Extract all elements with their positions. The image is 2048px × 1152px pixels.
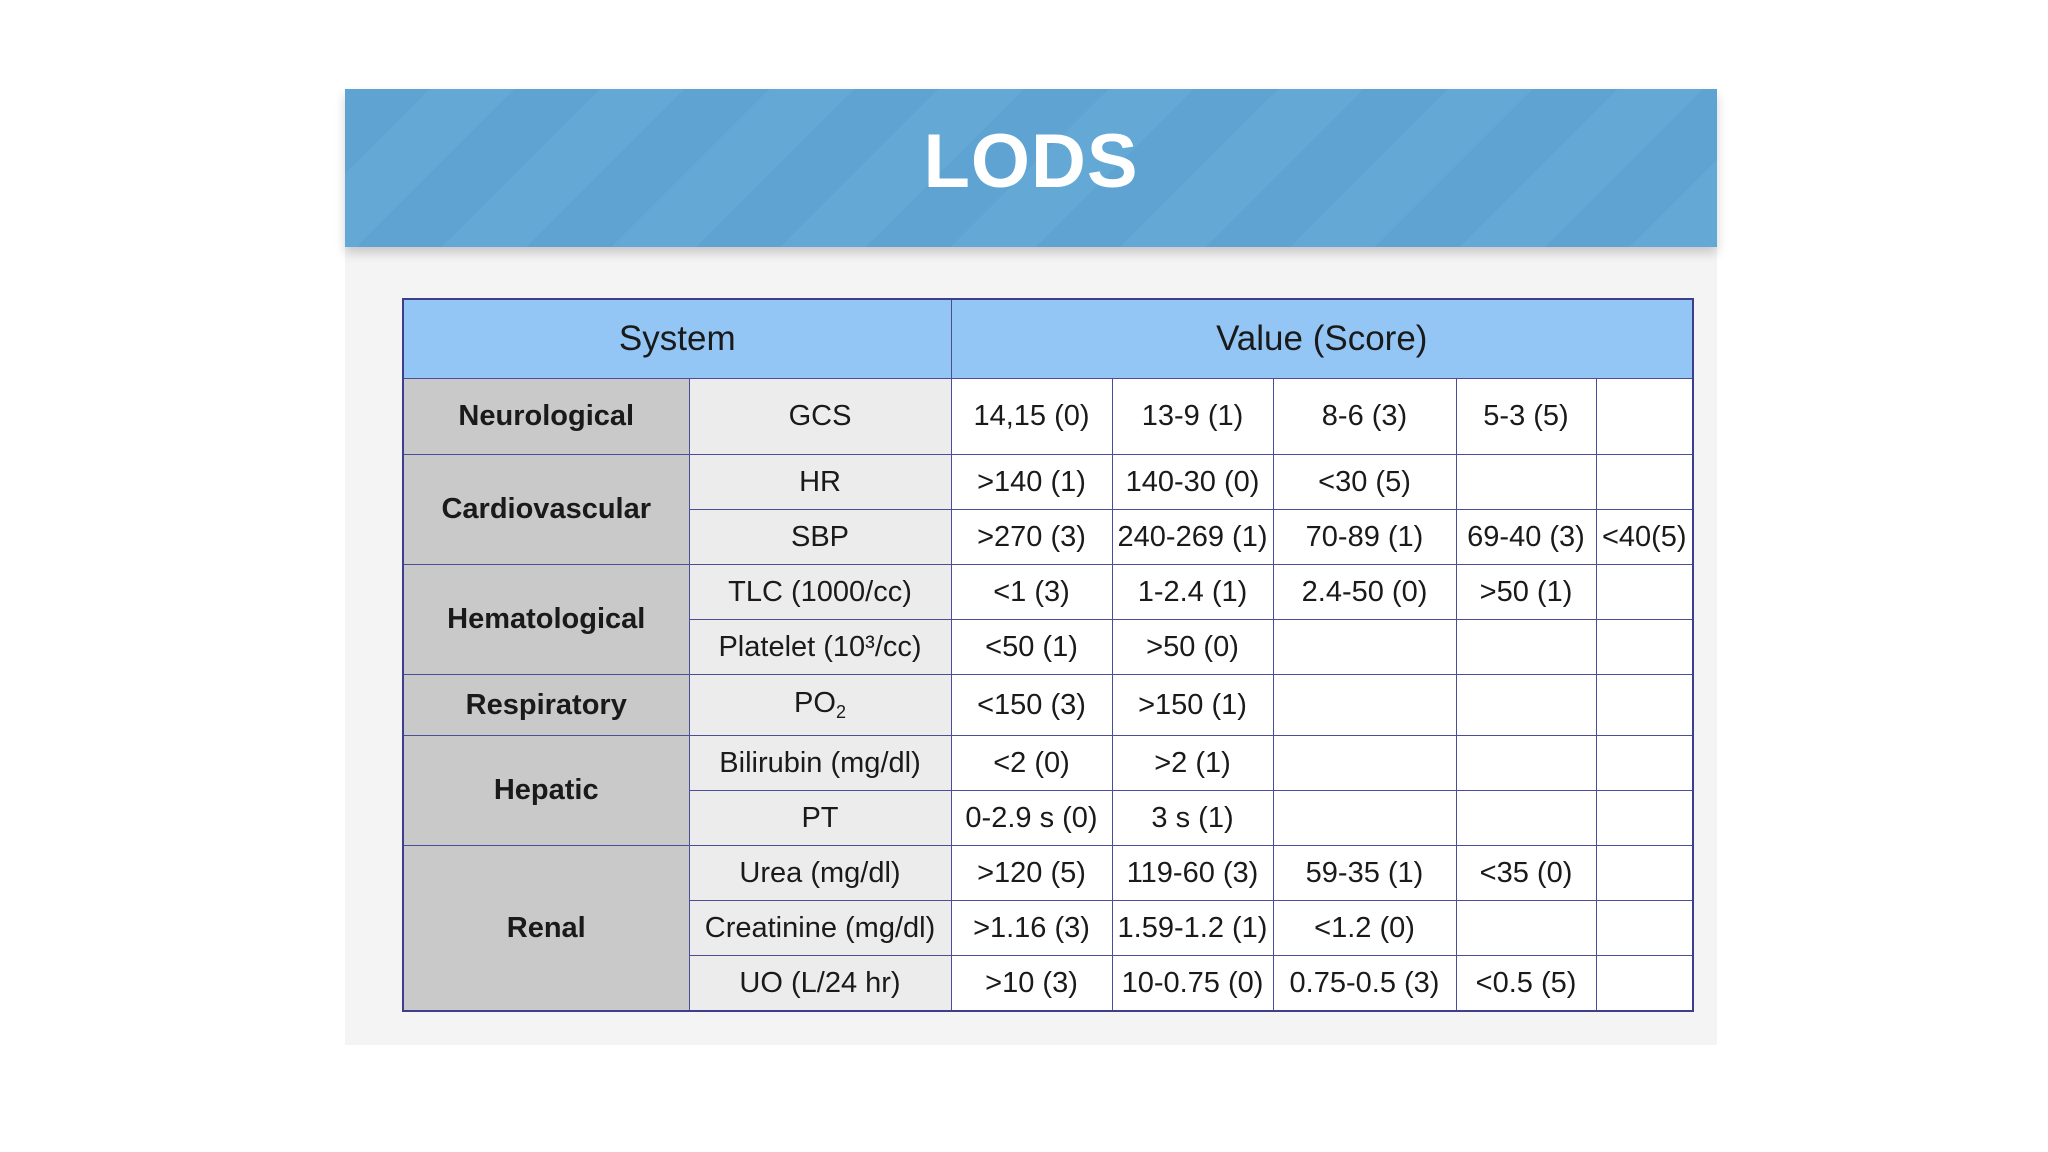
system-renal: Renal bbox=[403, 846, 689, 1012]
system-neurological: Neurological bbox=[403, 379, 689, 455]
value-cell: >2 (1) bbox=[1112, 736, 1273, 791]
value-cell: 1-2.4 (1) bbox=[1112, 565, 1273, 620]
value-cell: >50 (0) bbox=[1112, 620, 1273, 675]
value-cell bbox=[1456, 736, 1596, 791]
value-cell bbox=[1273, 620, 1456, 675]
value-cell: <1 (3) bbox=[951, 565, 1112, 620]
value-cell: >120 (5) bbox=[951, 846, 1112, 901]
param-urea: Urea (mg/dl) bbox=[689, 846, 951, 901]
system-hematological: Hematological bbox=[403, 565, 689, 675]
value-cell: 2.4-50 (0) bbox=[1273, 565, 1456, 620]
value-cell: 3 s (1) bbox=[1112, 791, 1273, 846]
value-cell: <0.5 (5) bbox=[1456, 956, 1596, 1012]
value-cell: >150 (1) bbox=[1112, 675, 1273, 736]
value-cell bbox=[1596, 901, 1693, 956]
value-cell bbox=[1273, 736, 1456, 791]
value-cell: 10-0.75 (0) bbox=[1112, 956, 1273, 1012]
table-row-hr bbox=[403, 455, 1693, 510]
system-cardiovascular: Cardiovascular bbox=[403, 455, 689, 565]
slide bbox=[345, 89, 1717, 1045]
value-cell: 13-9 (1) bbox=[1112, 379, 1273, 455]
value-cell: 0-2.9 s (0) bbox=[951, 791, 1112, 846]
value-cell: <1.2 (0) bbox=[1273, 901, 1456, 956]
param-bilirubin: Bilirubin (mg/dl) bbox=[689, 736, 951, 791]
table-row-urea bbox=[403, 846, 1693, 901]
value-cell bbox=[1456, 901, 1596, 956]
value-cell: <50 (1) bbox=[951, 620, 1112, 675]
param-platelet: Platelet (10³/cc) bbox=[689, 620, 951, 675]
lods-score-table bbox=[402, 298, 1694, 1012]
value-cell bbox=[1456, 620, 1596, 675]
value-cell: 69-40 (3) bbox=[1456, 510, 1596, 565]
param-tlc: TLC (1000/cc) bbox=[689, 565, 951, 620]
value-cell bbox=[1596, 675, 1693, 736]
value-cell bbox=[1596, 455, 1693, 510]
value-cell bbox=[1596, 791, 1693, 846]
param-sbp: SBP bbox=[689, 510, 951, 565]
header-value-score: Value (Score) bbox=[951, 299, 1693, 379]
value-cell: <40(5) bbox=[1596, 510, 1693, 565]
value-cell: 240-269 (1) bbox=[1112, 510, 1273, 565]
system-hepatic: Hepatic bbox=[403, 736, 689, 846]
value-cell: 14,15 (0) bbox=[951, 379, 1112, 455]
value-cell: <2 (0) bbox=[951, 736, 1112, 791]
value-cell bbox=[1596, 736, 1693, 791]
value-cell: 1.59-1.2 (1) bbox=[1112, 901, 1273, 956]
param-hr: HR bbox=[689, 455, 951, 510]
value-cell bbox=[1596, 846, 1693, 901]
value-cell: <35 (0) bbox=[1456, 846, 1596, 901]
param-po2 bbox=[689, 675, 951, 736]
slide-title: LODS bbox=[923, 118, 1139, 204]
value-cell bbox=[1456, 455, 1596, 510]
value-cell: 70-89 (1) bbox=[1273, 510, 1456, 565]
table-row-gcs bbox=[403, 379, 1693, 455]
value-cell: 8-6 (3) bbox=[1273, 379, 1456, 455]
value-cell bbox=[1456, 675, 1596, 736]
value-cell: >10 (3) bbox=[951, 956, 1112, 1012]
value-cell bbox=[1596, 620, 1693, 675]
value-cell: 59-35 (1) bbox=[1273, 846, 1456, 901]
value-cell: >1.16 (3) bbox=[951, 901, 1112, 956]
value-cell bbox=[1273, 791, 1456, 846]
value-cell: >50 (1) bbox=[1456, 565, 1596, 620]
table-row-po2 bbox=[403, 675, 1693, 736]
value-cell: >140 (1) bbox=[951, 455, 1112, 510]
value-cell bbox=[1596, 956, 1693, 1012]
param-uo: UO (L/24 hr) bbox=[689, 956, 951, 1012]
param-creatinine: Creatinine (mg/dl) bbox=[689, 901, 951, 956]
param-po2-main: PO bbox=[794, 687, 836, 719]
param-po2-subscript: 2 bbox=[835, 702, 846, 722]
table-row-tlc bbox=[403, 565, 1693, 620]
value-cell: 119-60 (3) bbox=[1112, 846, 1273, 901]
title-banner bbox=[345, 89, 1717, 247]
value-cell bbox=[1273, 675, 1456, 736]
header-row bbox=[403, 299, 1693, 379]
param-gcs: GCS bbox=[689, 379, 951, 455]
value-cell bbox=[1596, 565, 1693, 620]
value-cell: 5-3 (5) bbox=[1456, 379, 1596, 455]
param-pt: PT bbox=[689, 791, 951, 846]
value-cell: 0.75-0.5 (3) bbox=[1273, 956, 1456, 1012]
value-cell bbox=[1596, 379, 1693, 455]
value-cell: >270 (3) bbox=[951, 510, 1112, 565]
value-cell: 140-30 (0) bbox=[1112, 455, 1273, 510]
value-cell bbox=[1456, 791, 1596, 846]
system-respiratory: Respiratory bbox=[403, 675, 689, 736]
value-cell: <30 (5) bbox=[1273, 455, 1456, 510]
header-system: System bbox=[403, 299, 951, 379]
value-cell: <150 (3) bbox=[951, 675, 1112, 736]
table-row-bilirubin bbox=[403, 736, 1693, 791]
